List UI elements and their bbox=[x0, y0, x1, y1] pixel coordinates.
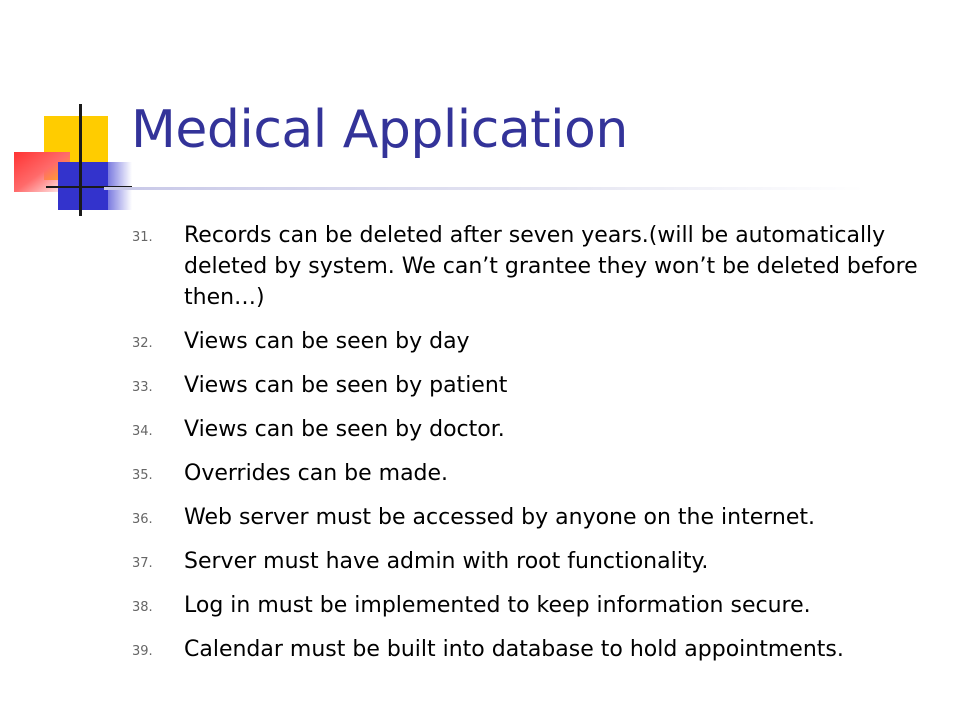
list-item bbox=[132, 634, 942, 665]
list-item bbox=[132, 546, 942, 577]
list-item-text: Server must have admin with root functionality. bbox=[184, 549, 709, 574]
list-item bbox=[132, 590, 942, 621]
list-item-number: 35. bbox=[132, 468, 153, 483]
list-item-number: 39. bbox=[132, 644, 153, 659]
list-item-text: Calendar must be built into database to hold appointments. bbox=[184, 637, 844, 662]
list-item bbox=[132, 458, 942, 489]
list-item bbox=[132, 370, 942, 401]
list-item bbox=[132, 326, 942, 357]
list-item-text: Views can be seen by day bbox=[184, 329, 470, 354]
list-item-number: 32. bbox=[132, 336, 153, 351]
list-item-number: 34. bbox=[132, 424, 153, 439]
list-item bbox=[132, 502, 942, 533]
decorative-vertical-line bbox=[79, 104, 82, 216]
list-item-text: Records can be deleted after seven years.(will be automatically deleted by system. We can’t grantee they won’t be deleted before then…) bbox=[184, 223, 918, 310]
title-underline-rule bbox=[104, 187, 864, 190]
slide-title: Medical Application bbox=[131, 100, 628, 160]
list-item-text: Views can be seen by doctor. bbox=[184, 417, 505, 442]
list-item-text: Overrides can be made. bbox=[184, 461, 449, 486]
list-item-number: 38. bbox=[132, 600, 153, 615]
list-item-number: 37. bbox=[132, 556, 153, 571]
list-item bbox=[132, 414, 942, 445]
requirements-list bbox=[132, 220, 942, 678]
list-item-text: Web server must be accessed by anyone on the internet. bbox=[184, 505, 815, 530]
list-item-number: 36. bbox=[132, 512, 153, 527]
list-item-number: 31. bbox=[132, 230, 153, 245]
list-item-text: Views can be seen by patient bbox=[184, 373, 508, 398]
list-item-text: Log in must be implemented to keep information secure. bbox=[184, 593, 811, 618]
list-item bbox=[132, 220, 942, 313]
list-item-number: 33. bbox=[132, 380, 153, 395]
